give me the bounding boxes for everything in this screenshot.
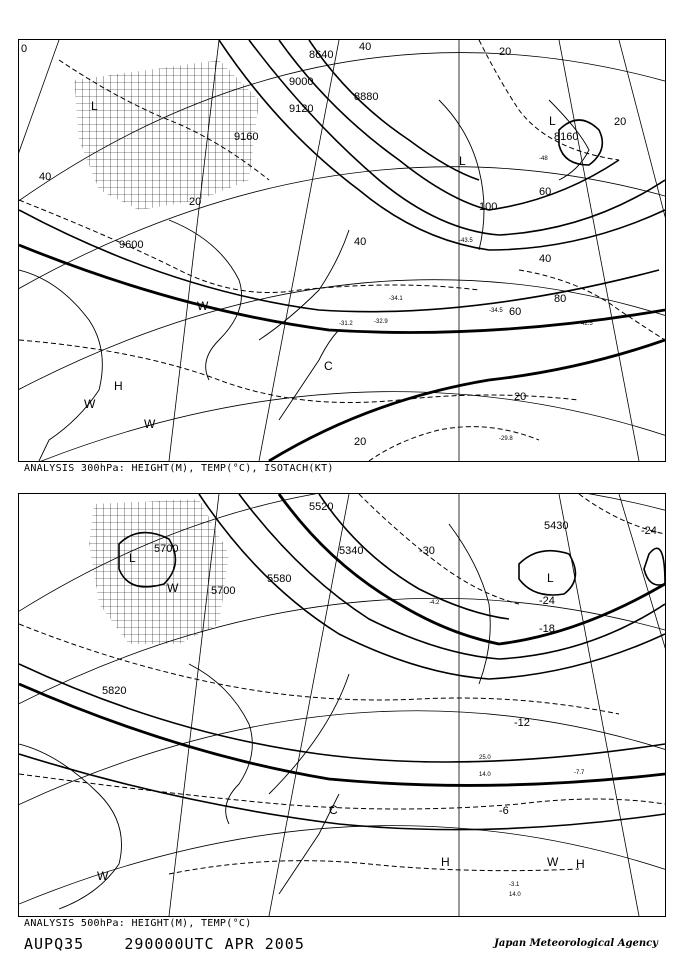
height-label-5580: 5580	[267, 573, 292, 585]
high-marker: H	[441, 855, 450, 869]
map-panel-300hpa	[18, 39, 666, 462]
temp-label: -48	[539, 156, 548, 162]
isotach-label: 80	[554, 293, 567, 305]
temp-label: -4.2	[429, 600, 440, 606]
isotherm-label: -12	[514, 717, 530, 729]
isotherm-label: -6	[499, 805, 509, 817]
height-label-5430: 5430	[544, 520, 569, 532]
isotach-label: 20	[614, 116, 627, 128]
caption-300hpa: ANALYSIS 300hPa: HEIGHT(M), TEMP(°C), ISOTACH(KT)	[24, 463, 334, 474]
height-label-8160: 8160	[554, 131, 579, 143]
bulletin-code: AUPQ35	[24, 935, 85, 953]
edge-label: 0	[21, 43, 28, 55]
station-value: 14.0	[479, 772, 491, 778]
low-marker: L	[547, 571, 554, 585]
temp-label: -34.1	[389, 296, 403, 302]
isotherm-label: -24	[641, 525, 657, 537]
hatched-area	[74, 60, 259, 210]
low-marker: L	[91, 99, 98, 113]
isotach-label: 100	[479, 201, 498, 213]
isotach-label: 20	[499, 46, 512, 58]
warm-marker: W	[167, 581, 179, 595]
bulletin-header	[24, 935, 305, 953]
agency-name: Japan Meteorological Agency	[494, 938, 658, 949]
height-label-9600: 9600	[119, 239, 144, 251]
temp-label: -31.2	[339, 321, 353, 327]
height-label-8640: 8640	[309, 49, 334, 61]
high-marker: H	[576, 857, 585, 871]
height-label-5820: 5820	[102, 685, 127, 697]
map-300hpa	[19, 40, 665, 461]
temp-label: -43.5	[459, 238, 473, 244]
hatched-area	[89, 499, 229, 644]
warm-marker: W	[547, 855, 559, 869]
warm-marker: W	[97, 869, 109, 883]
temp-label: -32.9	[374, 319, 388, 325]
height-label-9120: 9120	[289, 103, 314, 115]
coastlines	[19, 524, 490, 909]
warm-marker: W	[144, 417, 156, 431]
height-label-5700: 5700	[154, 543, 179, 555]
low-marker: L	[129, 551, 136, 565]
warm-marker: W	[84, 397, 96, 411]
temp-label: -42.5	[579, 321, 593, 327]
warm-marker: W	[197, 299, 209, 313]
map-panel-500hpa	[18, 493, 666, 917]
temp-label: -7.7	[574, 770, 585, 776]
map-500hpa	[19, 494, 665, 916]
low-marker: L	[459, 154, 466, 168]
height-label-5700: 5700	[211, 585, 236, 597]
cold-marker: C	[329, 803, 338, 817]
isotach-label: 20	[514, 391, 527, 403]
height-label-5520: 5520	[309, 501, 334, 513]
temp-label: -3.1	[509, 882, 520, 888]
isotach-label: 20	[189, 196, 202, 208]
low-marker: L	[549, 114, 556, 128]
isotach-label: 40	[539, 253, 552, 265]
bulletin-timestamp: 290000UTC APR 2005	[124, 935, 305, 953]
height-label-5340: 5340	[339, 545, 364, 557]
height-label-8880: 8880	[354, 91, 379, 103]
isotach-label: 60	[539, 186, 552, 198]
isotach-label: 40	[354, 236, 367, 248]
isotherm-label: -18	[539, 623, 555, 635]
caption-500hpa: ANALYSIS 500hPa: HEIGHT(M), TEMP(°C)	[24, 918, 252, 929]
temp-label: -34.5	[489, 308, 503, 314]
station-value: 14.0	[509, 892, 521, 898]
height-label-9160: 9160	[234, 131, 259, 143]
high-marker: H	[114, 379, 123, 393]
temp-label: -29.8	[499, 436, 513, 442]
height-label-9000: 9000	[289, 76, 314, 88]
isotherm-label: -24	[539, 595, 555, 607]
cold-marker: C	[324, 359, 333, 373]
isotherm-label: -30	[419, 545, 435, 557]
station-value: 25.0	[479, 755, 491, 761]
isotach-label: 40	[39, 171, 52, 183]
isotach-label: 20	[354, 436, 367, 448]
isotach-label: 40	[359, 41, 372, 53]
isotach-label: 60	[509, 306, 522, 318]
